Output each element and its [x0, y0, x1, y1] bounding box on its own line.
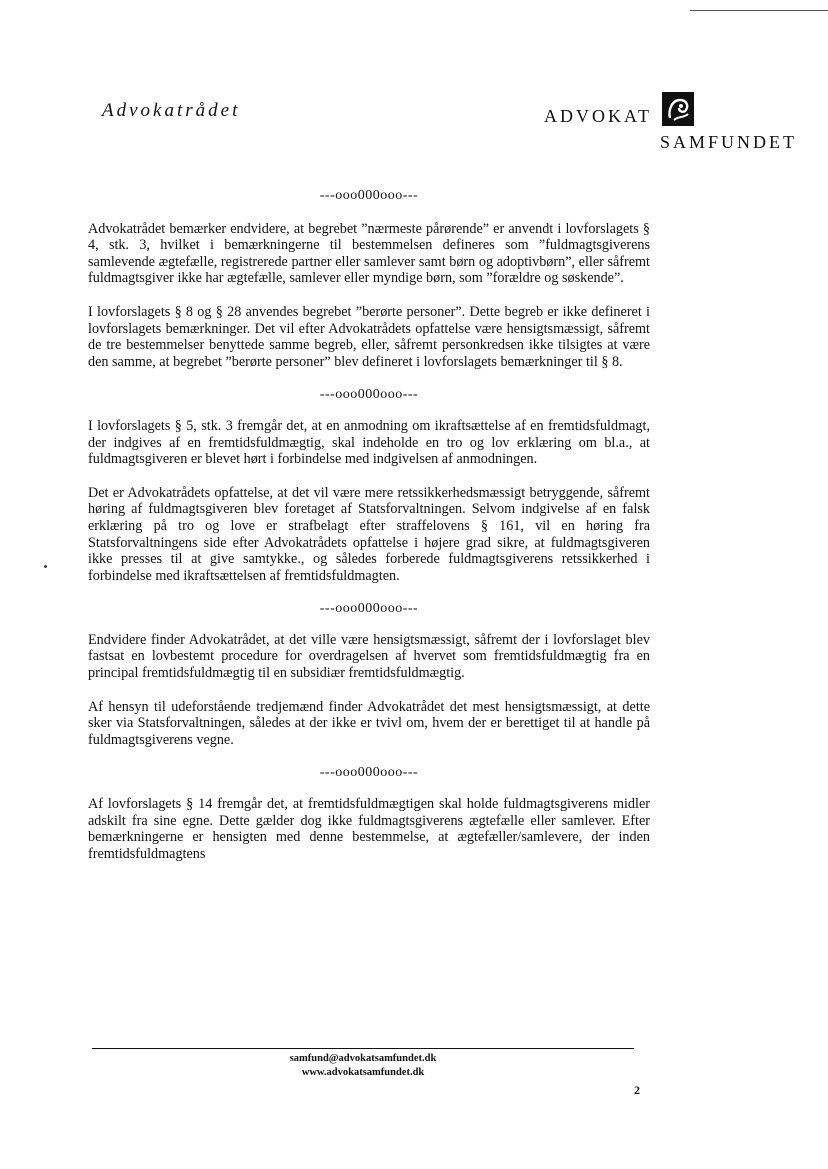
section-separator: ---ooo000ooo---: [319, 387, 419, 403]
footer-rule: [92, 1048, 634, 1049]
logo-word-samfundet: SAMFUNDET: [660, 132, 798, 152]
footer-contact: [92, 1052, 634, 1080]
section-separator: ---ooo000ooo---: [319, 188, 419, 203]
footer-website: www.advokatsamfundet.dk: [301, 1067, 425, 1078]
scan-speck: [44, 565, 47, 568]
footer-email: samfund@advokatsamfundet.dk: [289, 1053, 437, 1064]
paragraph: Advokatrådet bemærker endvidere, at begrebet ”nærmeste pårørende” er anvendt i lovforslagets § 4, stk. 3, hvilket i bemærkningerne til bestemmelsen defineres som ”fuldmagtsgiverens samlevende ægtefælle, registrerede partner eller samlever samt børn og adoptivbørn”, eller såfremt fuldmagtsgiver ikke har ægtefælle, samlever eller myndige børn, som ”forældre og søskende”.: [88, 220, 650, 287]
paragraph: Af lovforslagets § 14 fremgår det, at fremtidsfuldmægtigen skal holde fuldmagtsgiverens midler adskilt fra sine egne. Dette gælder dog ikke fuldmagtsgiverens ægtefælle eller samlever. Efter bemærkningerne er hensigten med denne bestemmelse, at ægtefæller/samlevere, der inden fremtidsfuldmagtens: [88, 796, 650, 862]
section-separator: ---ooo000ooo---: [319, 601, 419, 617]
paragraph: I lovforslagets § 8 og § 28 anvendes begrebet ”berørte personer”. Dette begreb er ikke defineret i lovforslagets bemærkninger. Det vil efter Advokatrådets opfattelse være hensigtsmæssigt, såfremt de tre bestemmelser benyttede samme begreb, eller, såfremt personkredsen ikke tilsigtes at være den samme, at begrebet ”berørte personer” blev defineret i lovforslagets bemærkninger til § 8.: [88, 303, 650, 370]
paragraph: Endvidere finder Advokatrådet, at det ville være hensigtsmæssigt, såfremt der i lovforslaget blev fastsat en lovbestemt procedure for overdragelsen af hvervet som fremtidsfuldmægtig fra en principal fremtidsfuldmægtig til en subsidiær fremtidsfuldmægtig.: [88, 631, 650, 682]
section-separator: ---ooo000ooo---: [319, 765, 419, 781]
logo-word-advokat: ADVOKAT: [544, 106, 652, 126]
page-number: 2: [634, 1083, 640, 1097]
top-right-rule: [690, 10, 828, 11]
advokatsamfundet-logo: [540, 92, 810, 152]
paragraph: Det er Advokatrådets opfattelse, at det vil være mere retssikkerhedsmæssigt betryggende, såfremt høring af fuldmagtsgiveren blev foretaget af Statsforvaltningen. Selvom indgivelse af en falsk erklæring på tro og love er strafbelagt efter straffelovens § 161, vil en høring fra Statsforvaltningens side efter Advokatrådets opfattelse i højere grad sikre, at fuldmagtsgiveren ikke presses til at give samtykke., og således forberede fuldmagtsgiverens retssikkerhed i forbindelse med ikraftsættelsen af fremtidsfuldmagten.: [88, 484, 650, 584]
paragraph: Af hensyn til udeforstående tredjemænd finder Advokatrådet det mest hensigtsmæssigt, at dette sker via Statsforvaltningen, således at der ikke er tvivl om, hvem der er berettiget til at handle på fuldmagtsgiverens vegne.: [88, 698, 650, 748]
letter-body: [88, 188, 650, 879]
paragraph: I lovforslagets § 5, stk. 3 fremgår det, at en anmodning om ikraftsættelse af en fremtidsfuldmagt, der indgives af en fremtidsfuldmægtig, skal indeholde en tro og lov erklæring om bl.a., at fuldmagtsgiveren er blevet hørt i forbindelse med indgivelsen af anmodningen.: [88, 417, 650, 468]
header-left-title: Advokatrådet: [102, 100, 241, 121]
logo-emblem-icon: [662, 92, 694, 126]
